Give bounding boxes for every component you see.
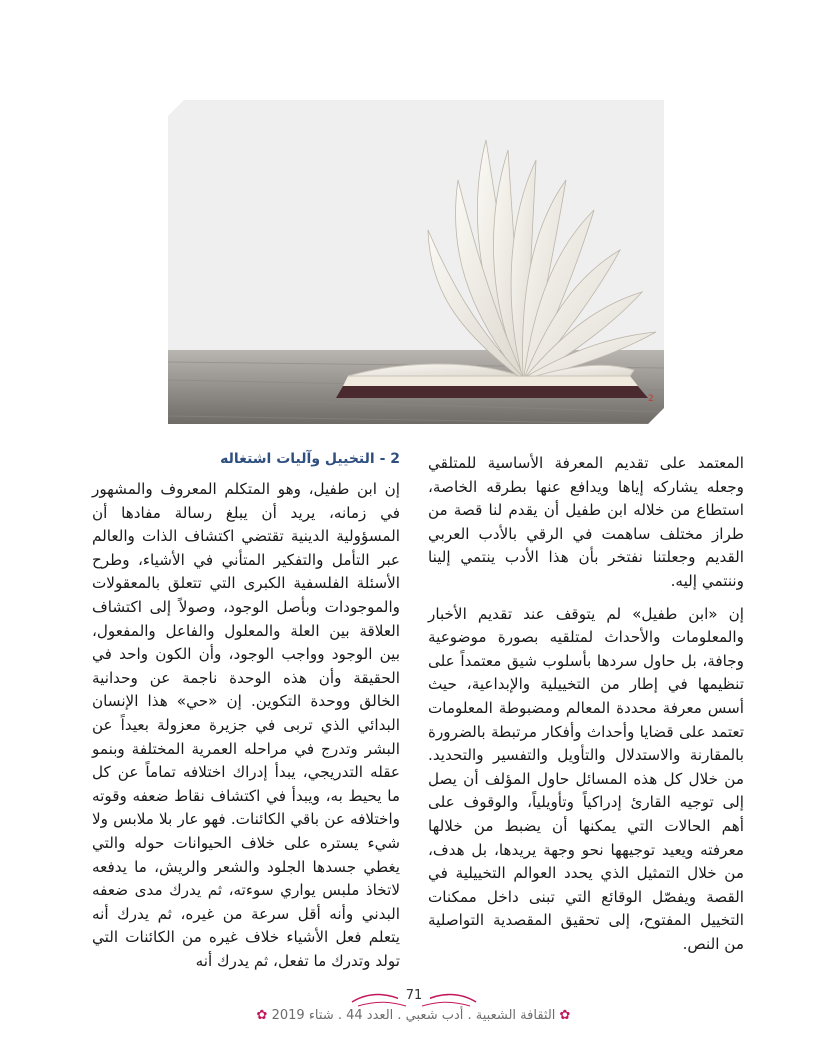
paragraph: إن ابن طفيل، وهو المتكلم المعروف والمشهور في زمانه، يريد أن يبلغ رسالة مفادها أن المسؤولية الدينية تقتضي اكتشاف الذات والعالم عبر التأمل والتفكير المتأني في الأشياء، وطرح الأسئلة الفلسفية الكبرى التي تتعلق بالمعقولات والموجودات وبأصل الوجود، وصولاً إلى اكتشاف العلاقة بين العلة والمعلول والفاعل والمفعول، بين الوجود وواجب الوجود، وأن الكون واحد في الحقيقة وأن هذه الوحدة ناجمة عن وحدانية الخالق ووحدة التكوين. إن «حي» هذا الإنسان البدائي الذي تربى في جزيرة معزولة بعيداً عن البشر وتدرج في مراحله العمرية المختلفة وبنمو عقله التدريجي، يبدأ إدراك اختلافه تماماً عن كل ما يحيط به، ويبدأ في اكتشاف نقاط ضعفه وقوته واختلافه عن باقي الكائنات. فهو عار بلا ملابس ولا شيء يستره على خلاف الحيوانات حوله والتي يغطي جسدها الجلود والشعر والريش، ما يدفعه لاتخاذ ملبس يواري سوءته، ثم يدرك مدى ضعفه البدني وأنه أقل سرعة من غيره، ثم يدرك أنه يتعلم فعل الأشياء خلاف غيره من الكائنات التي تولد وتدرك ما تفعل، ثم يدرك أنه — [92, 480, 400, 970]
flower-icon: ✿ — [256, 1008, 268, 1023]
page-footer — [0, 988, 827, 1048]
left-column — [92, 478, 400, 973]
issue-number: العدد 44 — [346, 1008, 394, 1023]
publication-line — [236, 1008, 591, 1023]
section-name: أدب شعبي — [405, 1008, 464, 1023]
paragraph: المعتمد على تقديم المعرفة الأساسية للمتلقي وجعله يشاركه إياها ويدافع عنها بطرقه الخاصة، استطاع من خلاله ابن طفيل أن يقدم لنا قصة من طراز مختلف ساهمت في الرقي بالأدب العربي القديم وجعلتنا نفتخر بأن هذا الأدب ينتمي إلينا وننتمي إليه. — [428, 454, 744, 590]
page-number: 71 — [398, 988, 430, 1003]
separator: . — [393, 1008, 406, 1023]
separator: . — [463, 1008, 476, 1023]
open-book-illustration — [168, 100, 664, 424]
figure-number: 2 — [648, 394, 654, 404]
flower-icon: ✿ — [559, 1008, 571, 1023]
separator: . — [333, 1008, 347, 1023]
paragraph: إن «ابن طفيل» لم يتوقف عند تقديم الأخبار والمعلومات والأحداث لمتلقيه بصورة موضوعية وجافة، بل حاول سردها بأسلوب شيق معتمداً على تنظيمها في إطار من التخييلية والإبداعية، حيث أسس معرفة محددة المعالم ومضبوطة المعلومات تعتمد على قضايا وأحداث وأفكار مرتبطة بالضرورة بالمقارنة والاستدلال والتأويل والتفسير والتحديد. من خلال كل هذه المسائل حاول المؤلف أن يصل إلى توجيه القارئ إدراكياً وتأويلياً، والوقوف على أهم الحالات التي يمكنها أن يضبط من خلالها معرفته ويعيد توجيهها نحو وجهة يريدها، بل هدف، من خلال التمثيل الذي يحدد العوالم التخييلية في القصة ويفصّل الوقائع التي تبنى داخل ممكنات التخييل المفتوح، إلى تحقيق المقصدية التواصلية من النص. — [428, 604, 744, 953]
publication-name: الثقافة الشعبية — [475, 1008, 556, 1023]
book-photo — [168, 100, 664, 424]
season-year: شتاء 2019 — [271, 1008, 334, 1023]
right-column — [428, 452, 744, 956]
section-heading: 2 - التخييل وآليات اشتغاله — [220, 451, 400, 467]
